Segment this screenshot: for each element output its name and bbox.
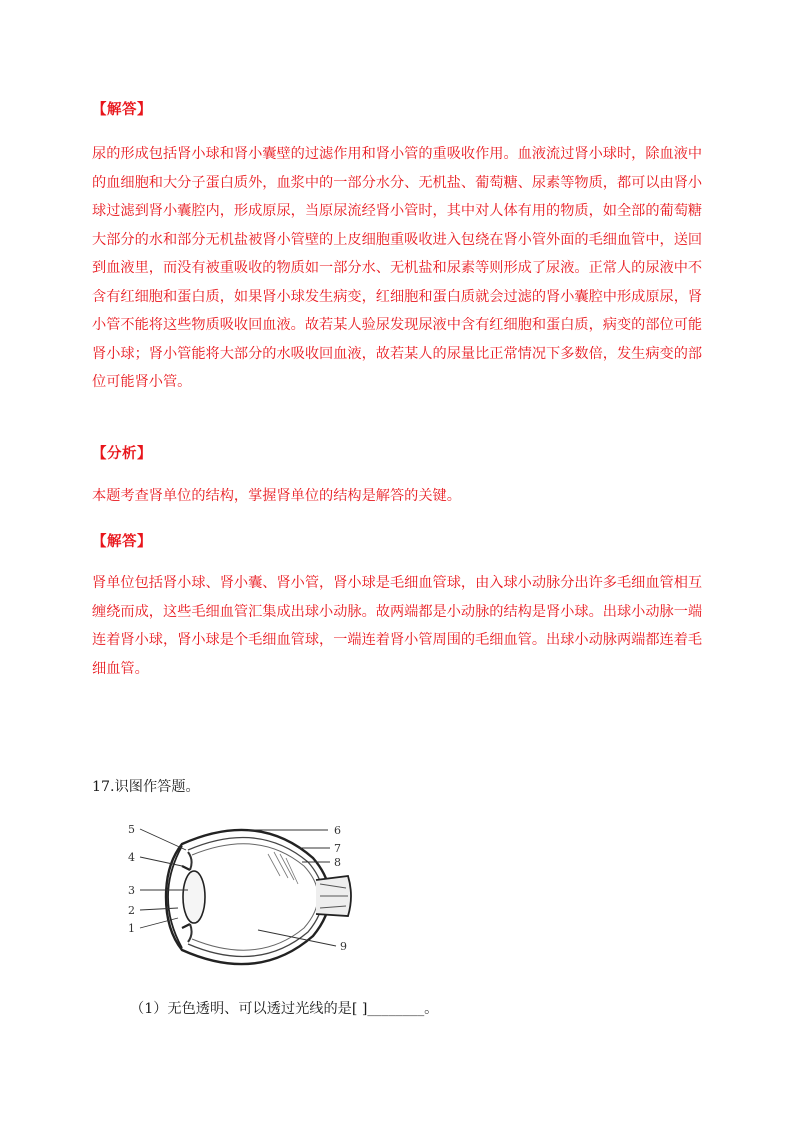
analysis-paragraph bbox=[92, 482, 712, 511]
label-6: 6 bbox=[334, 824, 341, 837]
label-9: 9 bbox=[340, 940, 347, 953]
text-line: 细血管。 bbox=[92, 660, 149, 677]
text-line: 的血细胞和大分子蛋白质外，血浆中的一部分水分、无机盐、葡萄糖、尿素等物质，都可以由肾小 bbox=[92, 174, 703, 191]
text-line: 大部分的水和部分无机盐被肾小管壁的上皮细胞重吸收进入包绕在肾小管外面的毛细血管中，送回 bbox=[92, 231, 703, 248]
answer-paragraph-2 bbox=[92, 569, 712, 683]
label-1: 1 bbox=[128, 922, 135, 935]
text-line: 球过滤到肾小囊腔内，形成原尿，当原尿流经肾小管时，其中对人体有用的物质，如全部的葡萄糖 bbox=[92, 203, 703, 219]
label-7: 7 bbox=[334, 842, 341, 855]
lens-shape bbox=[183, 871, 205, 923]
text-line: 位可能肾小管。 bbox=[92, 374, 192, 390]
text-line: 含有红细胞和蛋白质，如果肾小球发生病变，红细胞和蛋白质就会过滤的肾小囊腔中形成原尿，肾 bbox=[92, 288, 703, 305]
label-2: 2 bbox=[128, 904, 135, 917]
eyeball-diagram bbox=[108, 818, 368, 976]
question-title: 17.识图作答题。 bbox=[92, 779, 200, 795]
label-4: 4 bbox=[128, 851, 135, 864]
sub-question-1: （1）无色透明、可以透过光线的是[ ]________。 bbox=[130, 1001, 439, 1017]
answer-heading-1: 【解答】 bbox=[92, 101, 152, 118]
text-line: 尿的形成包括肾小球和肾小囊壁的过滤作用和肾小管的重吸收作用。血液流过肾小球时，除血液中 bbox=[92, 146, 703, 162]
text-line: 小管不能将这些物质吸收回血液。故若某人验尿发现尿液中含有红细胞和蛋白质，病变的部位可能 bbox=[92, 317, 703, 333]
label-5: 5 bbox=[128, 823, 135, 836]
answer-paragraph-1 bbox=[92, 140, 712, 397]
text-line: 肾单位包括肾小球、肾小囊、肾小管，肾小球是毛细血管球，由入球小动脉分出许多毛细血管相互 bbox=[92, 575, 703, 591]
analysis-heading: 【分析】 bbox=[92, 445, 152, 462]
text-line: 到血液里，而没有被重吸收的物质如一部分水、无机盐和尿素等则形成了尿液。正常人的尿液中不 bbox=[92, 260, 703, 276]
answer-heading-2: 【解答】 bbox=[92, 533, 152, 550]
label-3: 3 bbox=[128, 884, 135, 897]
text-line: 本题考查肾单位的结构，掌握肾单位的结构是解答的关键。 bbox=[92, 488, 461, 504]
text-line: 连着肾小球，肾小球是个毛细血管球，一端连着肾小管周围的毛细血管。出球小动脉两端都连着毛 bbox=[92, 632, 703, 648]
text-line: 缠绕而成，这些毛细血管汇集成出球小动脉。故两端都是小动脉的结构是肾小球。出球小动脉一端 bbox=[92, 603, 703, 620]
text-line: 肾小球；肾小管能将大部分的水吸收回血液，故若某人的尿量比正常情况下多数倍，发生病变的部 bbox=[92, 345, 703, 362]
label-8: 8 bbox=[334, 856, 341, 869]
